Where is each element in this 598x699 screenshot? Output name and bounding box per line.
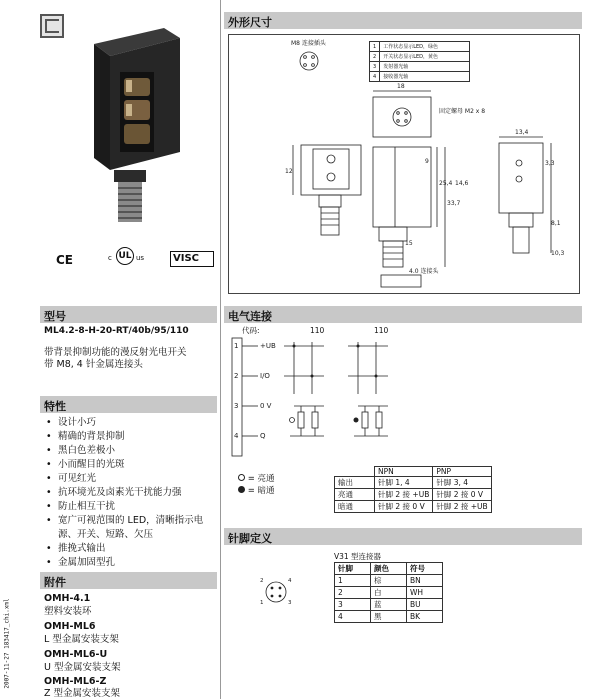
- feature-item: • 小而醒目的光斑: [46, 458, 216, 472]
- pins-header: 针脚定义: [224, 528, 582, 545]
- accessory-code: OMH-4.1: [44, 593, 91, 604]
- brand-logo: [40, 14, 64, 38]
- feature-item: • 设计小巧: [46, 416, 216, 430]
- legend-off: [238, 484, 275, 496]
- wiring-diagram: [224, 334, 424, 464]
- table-cell: 针脚 2 接 0 V: [375, 501, 433, 513]
- table-header: [335, 467, 375, 477]
- feature-item: • 防止相互干扰: [46, 500, 216, 514]
- ce-mark: CE: [56, 253, 74, 267]
- pin-label: I/O: [260, 372, 270, 380]
- electrical-header: 电气连接: [224, 306, 582, 323]
- accessories-header: 附件: [40, 572, 217, 589]
- filled-circle-icon: [238, 486, 245, 493]
- accessory-code: OMH-ML6-Z: [44, 676, 107, 687]
- pin-table-cell: 3: [335, 599, 371, 611]
- dim-18: 18: [397, 83, 405, 90]
- pin-table-cell: 4: [335, 611, 371, 623]
- column-divider: [220, 0, 221, 699]
- feature-item: • 推挽式输出: [46, 542, 216, 556]
- code-label: 代码:: [242, 326, 260, 335]
- pin-num: 2: [234, 372, 239, 380]
- dim-10-3: 10,3: [551, 250, 565, 257]
- left-column: [0, 0, 219, 699]
- pin-table-cell: BU: [407, 599, 443, 611]
- pin-table-header: 颜色: [371, 563, 407, 575]
- dim-thread-label: 固定螺母 M2 x 8: [439, 108, 486, 115]
- accessory-desc: L 型金属安装支架: [44, 634, 119, 645]
- features-list: [46, 416, 216, 570]
- accessory-code: OMH-ML6: [44, 621, 96, 632]
- pin-table-cell: 蓝: [371, 599, 407, 611]
- feature-item: • 宽广可视范围的 LED，清晰指示电源、开关、短路、欠压: [46, 514, 216, 542]
- pin-table-cell: 白: [371, 587, 407, 599]
- legend-on: [238, 472, 275, 484]
- table-cell: 针脚 1, 4: [375, 477, 433, 489]
- open-circle-icon: [238, 474, 245, 481]
- table-cell: 针脚 2 接 0 V: [433, 489, 491, 501]
- pin-num: 3: [234, 402, 239, 410]
- dim-25-4: 25,4: [439, 180, 453, 187]
- dim-33-7: 33,7: [447, 200, 461, 207]
- legend-text: 接收器光轴: [380, 72, 470, 82]
- pin-table-cell: 1: [335, 575, 371, 587]
- pin-label: Q: [260, 432, 266, 440]
- pin-diagram-num: 2: [260, 578, 264, 584]
- dim-13-4: 13,4: [515, 129, 529, 136]
- table-cell: 暗通: [335, 501, 375, 513]
- accessory-desc: 塑料安装环: [44, 606, 92, 617]
- pin-table-cell: 2: [335, 587, 371, 599]
- pin-label: +UB: [260, 342, 276, 350]
- dim-14-6: 14,6: [455, 180, 469, 187]
- dimensions-header: 外形尺寸: [224, 12, 582, 29]
- right-column: [224, 0, 598, 699]
- feature-item: • 抗环境光及卤素光干扰能力强: [46, 486, 216, 500]
- dim-9: 9: [425, 158, 429, 165]
- pin-diagram-num: 3: [288, 600, 292, 606]
- feature-item: • 金属加固型孔: [46, 556, 216, 570]
- dim-12: 12: [285, 168, 293, 175]
- pin-table-cell: BN: [407, 575, 443, 587]
- output-table: [334, 466, 492, 513]
- legend-text: 开关状态显示LED，黄色: [380, 52, 470, 62]
- product-image: [80, 20, 190, 230]
- legend-num: 1: [370, 42, 380, 52]
- feature-item: • 黑白色差极小: [46, 444, 216, 458]
- dim-3-3: 3,3: [545, 160, 555, 167]
- technical-drawing: [229, 35, 579, 293]
- pin-diagram-num: 4: [288, 578, 292, 584]
- pin-diagram-num: 1: [260, 600, 264, 606]
- pin-table: [334, 562, 443, 623]
- accessory-desc: Z 型金属安装支架: [44, 688, 121, 699]
- dimensions-drawing: [228, 34, 580, 294]
- table-cell: 亮通: [335, 489, 375, 501]
- pin-table-header: 符号: [407, 563, 443, 575]
- pin-num: 1: [234, 342, 239, 350]
- pin-table-cell: 黑: [371, 611, 407, 623]
- dim-15: 15: [405, 240, 413, 247]
- legend-num: 2: [370, 52, 380, 62]
- feature-item: • 可见红光: [46, 472, 216, 486]
- legend-num: 4: [370, 72, 380, 82]
- accessory-code: OMH-ML6-U: [44, 649, 108, 660]
- pin-table-header: 针脚: [335, 563, 371, 575]
- table-cell: 针脚 2 接 +UB: [375, 489, 433, 501]
- legend-on-label: = 亮通: [247, 474, 275, 484]
- dim-connector-label: M8 连接插头: [291, 40, 326, 47]
- code-value: 110: [374, 326, 389, 335]
- pin-num: 4: [234, 432, 239, 440]
- dim-hex-label: 4.0 连接头: [409, 268, 439, 275]
- legend-text: 工作状态显示LED，绿色: [380, 42, 470, 52]
- side-note: 2007-11-27 183417_chi.xml: [3, 598, 11, 689]
- visc-mark: [170, 251, 214, 267]
- model-desc-1: 带背景抑制功能的漫反射光电开关: [44, 347, 187, 358]
- legend-text: 发射器光轴: [380, 62, 470, 72]
- dim-8-1: 8,1: [551, 220, 561, 227]
- code-value: 110: [310, 326, 325, 335]
- model-header: 型号: [40, 306, 217, 323]
- ul-mark: c UL us: [108, 246, 152, 268]
- features-header: 特性: [40, 396, 217, 413]
- table-header: PNP: [433, 467, 491, 477]
- visc-label: VISC: [173, 253, 200, 264]
- table-header: NPN: [375, 467, 433, 477]
- legend-num: 3: [370, 62, 380, 72]
- table-cell: 输出: [335, 477, 375, 489]
- connector-pin-diagram: [246, 572, 306, 612]
- feature-item: • 精确的背景抑制: [46, 430, 216, 444]
- table-cell: 针脚 3, 4: [433, 477, 491, 489]
- connector-title: V31 型连接器: [334, 552, 382, 561]
- table-cell: 针脚 2 接 +UB: [433, 501, 491, 513]
- legend-off-label: = 暗通: [247, 486, 275, 496]
- pin-label: 0 V: [260, 402, 272, 410]
- model-code: ML4.2-8-H-20-RT/40b/95/110: [44, 326, 189, 336]
- model-desc-2: 带 M8, 4 针金属连接头: [44, 359, 143, 370]
- pin-table-cell: BK: [407, 611, 443, 623]
- pin-table-cell: 棕: [371, 575, 407, 587]
- accessory-desc: U 型金属安装支架: [44, 662, 121, 673]
- pin-table-cell: WH: [407, 587, 443, 599]
